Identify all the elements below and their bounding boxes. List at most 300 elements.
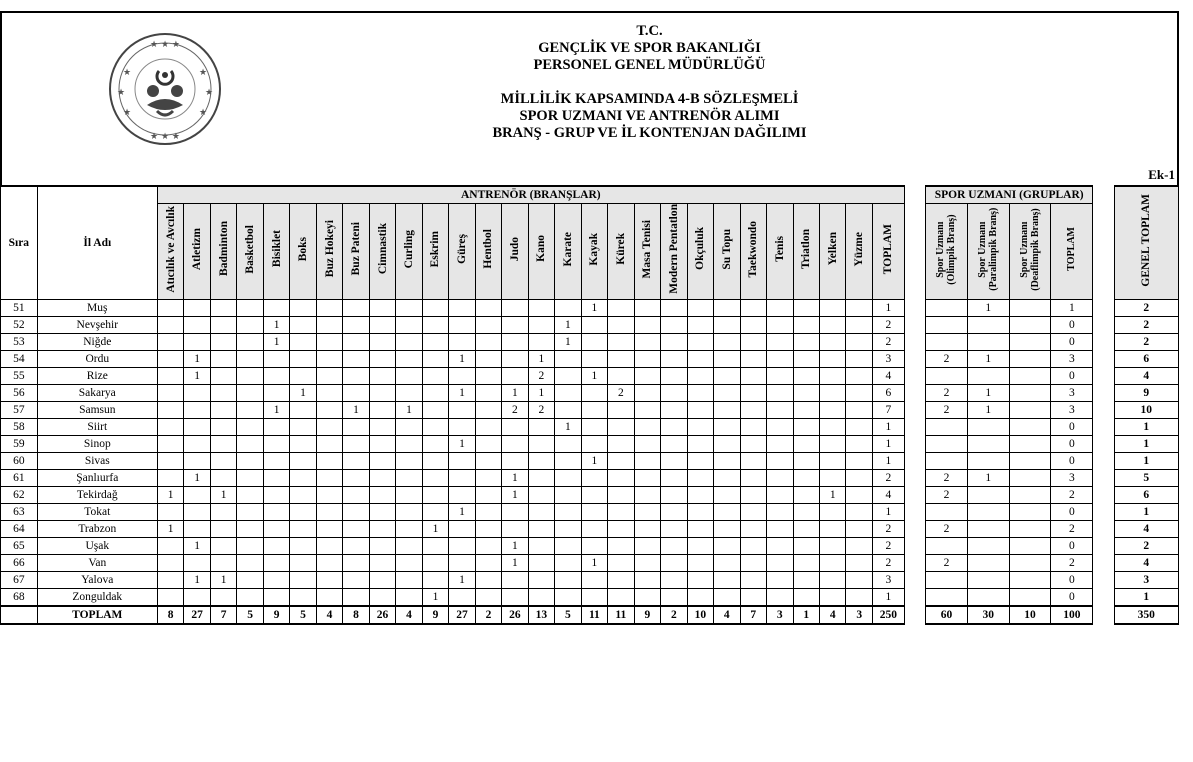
branch-count [290,452,316,469]
branch-count [369,333,395,350]
group-count [1009,486,1051,503]
branch-total: 9 [263,606,289,624]
branch-count [581,401,607,418]
branch-count [767,588,793,606]
branch-count [343,469,369,486]
branch-count [157,452,183,469]
branch-count [343,333,369,350]
title-line: GENÇLİK VE SPOR BAKANLIĞI [538,40,761,56]
branch-count [634,350,660,367]
column-header-branch [634,204,660,300]
row-number: 60 [1,452,38,469]
column-header-branch-label: Yüzme [853,231,866,267]
branch-count: 6 [872,384,904,401]
grand-total: 4 [1114,520,1178,537]
branch-count [714,367,740,384]
branch-count [316,554,342,571]
branch-count [396,316,422,333]
group-count [1009,316,1051,333]
branch-total: 3 [846,606,872,624]
branch-count [661,418,687,435]
branch-count [184,588,210,606]
branch-count [396,503,422,520]
branch-count [793,537,819,554]
branch-count [634,299,660,316]
branch-count [369,588,395,606]
branch-count [661,537,687,554]
branch-count [793,384,819,401]
branch-count: 1 [449,503,475,520]
group-count [926,367,968,384]
branch-count: 2 [528,401,554,418]
branch-count [263,571,289,588]
branch-count [422,316,448,333]
branch-count [740,503,766,520]
branch-count [714,486,740,503]
branch-count [475,435,501,452]
column-separator [904,571,925,588]
column-separator [904,435,925,452]
branch-count [369,537,395,554]
branch-count [422,418,448,435]
branch-count [396,520,422,537]
branch-count [237,435,263,452]
branch-count: 1 [528,384,554,401]
table-row [1,520,1179,537]
branch-count [396,333,422,350]
branch-count [714,384,740,401]
branch-count [661,554,687,571]
row-number: 51 [1,299,38,316]
branch-count [157,435,183,452]
branch-count [714,452,740,469]
branch-count [528,299,554,316]
branch-count [343,435,369,452]
title-line: T.C. [636,23,663,39]
branch-count [767,452,793,469]
branch-count [634,367,660,384]
overall-total: 350 [1114,606,1178,624]
branch-count [793,401,819,418]
branch-count [422,469,448,486]
branch-count: 2 [608,384,634,401]
branch-count [422,486,448,503]
branch-count [661,299,687,316]
column-header-branch-label: Badminton [217,221,230,277]
branch-count [581,469,607,486]
branch-total: 11 [581,606,607,624]
branch-total: 7 [740,606,766,624]
column-header-branch [528,204,554,300]
branch-count [608,401,634,418]
branch-count [555,401,581,418]
city-name: Uşak [37,537,157,554]
svg-text:★: ★ [204,88,214,98]
quota-table [0,185,1179,625]
branch-count [820,469,846,486]
branch-count [475,350,501,367]
branch-count [396,486,422,503]
table-row [1,588,1179,606]
branch-count: 1 [157,520,183,537]
city-name: Sakarya [37,384,157,401]
city-name: Sinop [37,435,157,452]
document-header [0,11,1179,185]
branch-count [581,418,607,435]
branch-count [661,435,687,452]
branch-count [846,435,872,452]
column-separator [904,520,925,537]
branch-count [343,299,369,316]
branch-count [396,469,422,486]
branch-count [687,486,713,503]
column-header-branch-label: Bisiklet [270,230,283,268]
branch-count [846,486,872,503]
group-total: 30 [967,606,1009,624]
column-header-group-label: Spor Uzmanı (Paralimpik Branş) [977,207,1000,291]
branch-count [237,384,263,401]
branch-count [369,384,395,401]
column-header-branch [210,204,236,300]
branch-count [290,333,316,350]
branch-count [290,350,316,367]
branch-total: 4 [316,606,342,624]
branch-total: 8 [157,606,183,624]
branch-count [740,299,766,316]
branch-count [687,469,713,486]
table-row [1,384,1179,401]
branch-count: 2 [872,333,904,350]
header-row [1,204,1179,300]
branch-count [422,571,448,588]
branch-count [767,333,793,350]
branch-count [210,367,236,384]
branch-count [343,486,369,503]
column-separator [1093,537,1114,554]
branch-count [661,333,687,350]
column-separator [904,316,925,333]
column-separator [1093,384,1114,401]
branch-count: 1 [184,367,210,384]
branch-count [793,554,819,571]
branch-count [263,418,289,435]
branch-count [263,367,289,384]
branch-count [237,588,263,606]
branch-count [422,367,448,384]
column-header-branch-label: Boks [297,236,310,262]
branch-count [263,469,289,486]
column-header-branch [846,204,872,300]
branch-count [475,367,501,384]
branch-count [634,452,660,469]
branch-count [263,435,289,452]
column-separator [904,401,925,418]
branch-count [581,316,607,333]
branch-count: 1 [210,571,236,588]
branch-count [290,469,316,486]
grand-total: 4 [1114,554,1178,571]
branch-count [422,452,448,469]
branch-count [475,571,501,588]
branch-count [661,401,687,418]
branch-count [846,367,872,384]
svg-text:★ ★ ★: ★ ★ ★ [150,40,180,50]
branch-count [343,503,369,520]
branch-count [740,418,766,435]
group-count: 2 [1051,486,1093,503]
branch-count [502,503,528,520]
branch-count [263,554,289,571]
column-separator [1093,503,1114,520]
branch-count [581,588,607,606]
group-count: 0 [1051,316,1093,333]
branch-count [396,299,422,316]
branch-count: 1 [502,469,528,486]
column-header-branch-label: Atletizm [191,227,204,270]
column-separator [1093,606,1114,624]
column-header-group [1051,204,1093,300]
branch-count [210,588,236,606]
column-header-branch-label: Atıcılık ve Avcılık [164,205,177,293]
branch-count [846,537,872,554]
branch-count [237,367,263,384]
branch-count [263,299,289,316]
branch-count [740,333,766,350]
branch-count [767,418,793,435]
column-separator [904,333,925,350]
branch-count [846,554,872,571]
group-count [1009,571,1051,588]
column-header-branch-label: Judo [508,236,521,262]
branch-count [793,333,819,350]
column-header-branch [290,204,316,300]
branch-count [184,418,210,435]
branch-count [793,316,819,333]
group-count [967,520,1009,537]
column-header-branch [661,204,687,300]
branch-count [316,537,342,554]
branch-count [157,384,183,401]
branch-count [475,333,501,350]
branch-count [555,452,581,469]
branch-count [396,418,422,435]
branch-count: 1 [872,299,904,316]
branch-count [714,520,740,537]
table-row [1,418,1179,435]
city-name: Şanlıurfa [37,469,157,486]
branch-count [449,486,475,503]
branch-count [237,503,263,520]
branch-count [316,520,342,537]
branch-count [608,299,634,316]
group-header-uzman: SPOR UZMANI (GRUPLAR) [926,186,1093,204]
group-count [967,367,1009,384]
branch-count [634,333,660,350]
row-number: 57 [1,401,38,418]
branch-count [502,418,528,435]
column-header-branch [740,204,766,300]
branch-count [237,452,263,469]
column-header-branch [608,204,634,300]
column-header-group [967,204,1009,300]
group-count: 1 [967,350,1009,367]
group-count [1009,299,1051,316]
branch-count [608,418,634,435]
group-count [1009,384,1051,401]
table-row [1,316,1179,333]
group-count: 0 [1051,418,1093,435]
branch-count [661,384,687,401]
column-header-branch [767,204,793,300]
branch-count [740,486,766,503]
column-header-branch-label: Buz Pateni [350,222,363,276]
branch-count [502,316,528,333]
table-row [1,554,1179,571]
group-total: 60 [926,606,968,624]
branch-count [740,435,766,452]
branch-total: 2 [661,606,687,624]
group-count [1009,418,1051,435]
branch-count [528,435,554,452]
group-count [926,316,968,333]
branch-count: 1 [157,486,183,503]
branch-count: 1 [449,350,475,367]
row-number: 58 [1,418,38,435]
branch-count [369,503,395,520]
group-count [1009,588,1051,606]
branch-count [634,469,660,486]
branch-count [316,452,342,469]
grand-total: 6 [1114,350,1178,367]
branch-count [687,316,713,333]
branch-count [714,469,740,486]
branch-count [767,469,793,486]
branch-total: 4 [396,606,422,624]
branch-count [820,350,846,367]
branch-count [290,537,316,554]
branch-total: 27 [184,606,210,624]
branch-count [422,333,448,350]
branch-count: 1 [502,384,528,401]
city-name: Tekirdağ [37,486,157,503]
branch-count: 1 [184,350,210,367]
branch-count [422,537,448,554]
branch-count [555,503,581,520]
branch-count [740,469,766,486]
branch-count [290,520,316,537]
branch-count [502,350,528,367]
column-separator [1093,520,1114,537]
branch-count [714,316,740,333]
branch-count [316,469,342,486]
column-separator [1093,435,1114,452]
branch-count [237,333,263,350]
branch-count [210,469,236,486]
branch-count [634,418,660,435]
branch-count [210,350,236,367]
branch-count [290,435,316,452]
branch-total: 27 [449,606,475,624]
group-count: 0 [1051,367,1093,384]
branch-count [793,418,819,435]
column-header-branch-label: Kürek [614,233,627,265]
column-separator [1093,401,1114,418]
branch-count [687,452,713,469]
branch-count [846,401,872,418]
branch-count: 1 [184,571,210,588]
branch-count [528,554,554,571]
branch-count [714,333,740,350]
column-header-branch-label: Cimnastik [376,223,389,275]
branch-count [634,486,660,503]
branch-count [237,401,263,418]
column-header-branch [475,204,501,300]
branch-count [449,367,475,384]
branch-count [555,571,581,588]
column-header-branch [157,204,183,300]
branch-count [343,418,369,435]
branch-count: 2 [872,316,904,333]
branch-count [608,588,634,606]
branch-count [846,333,872,350]
column-separator [904,486,925,503]
branch-count [634,316,660,333]
branch-count [369,435,395,452]
table-row [1,333,1179,350]
branch-count [820,554,846,571]
branch-count: 2 [872,469,904,486]
branch-count [449,554,475,571]
branch-count [396,452,422,469]
branch-count: 1 [555,333,581,350]
branch-count [210,554,236,571]
branch-count [846,452,872,469]
branch-count: 1 [396,401,422,418]
column-separator [1093,367,1114,384]
branch-count [687,588,713,606]
branch-count [714,571,740,588]
group-count: 3 [1051,401,1093,418]
column-separator [904,418,925,435]
branch-count [396,384,422,401]
grand-total: 1 [1114,503,1178,520]
svg-text:★ ★ ★: ★ ★ ★ [150,132,180,142]
branch-count [316,503,342,520]
branch-count [846,350,872,367]
city-name: Rize [37,367,157,384]
city-name: Van [37,554,157,571]
branch-count [184,503,210,520]
branch-count [634,401,660,418]
table-row [1,401,1179,418]
column-header-branch-label: Eskrim [429,230,442,268]
branch-count: 1 [449,435,475,452]
branch-count [767,571,793,588]
title-line: SPOR UZMANI VE ANTRENÖR ALIMI [519,108,780,124]
branch-count [528,452,554,469]
branch-count [528,316,554,333]
group-count [1009,401,1051,418]
branch-count [210,452,236,469]
branch-count [528,418,554,435]
branch-count [634,503,660,520]
branch-count: 1 [872,418,904,435]
branch-count [475,537,501,554]
column-separator [904,299,925,316]
group-count [967,537,1009,554]
branch-count [184,401,210,418]
branch-count [316,333,342,350]
